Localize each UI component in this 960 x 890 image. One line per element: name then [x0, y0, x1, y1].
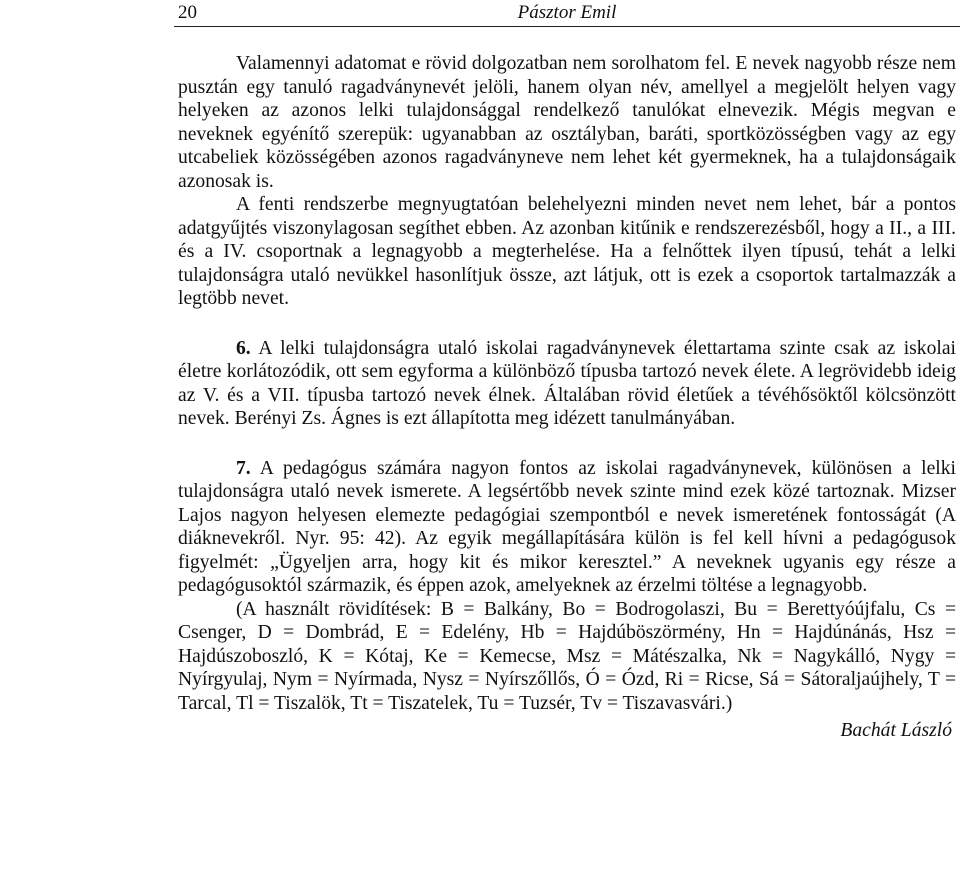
section-number: 6.: [236, 337, 251, 359]
paragraph-data-overview: [178, 52, 956, 193]
paragraph-text: Valamennyi adatomat e rövid dolgozatban nem sorolhatom fel. E nevek nagyobb része nem pusztán egy tanuló ragadványnevét jelöli, hanem olyan név, amellyel a megjelölt helyen vagy helyeken az azonos lelki tulajdonsággal rendelkező tanulókat elnevezik. Mégis megvan e neveknek egyénítő szerepük: ugyanabban az osztályban, baráti, sportközösségben vagy az egy utcabeliek közösségében azonos ragadványneve nem lehet két gyermeknek, ha a tulajdonságaik azonosak is.: [178, 53, 956, 192]
section-number: 7.: [236, 457, 251, 479]
paragraph-text: A fenti rendszerbe megnyugtatóan belehelyezni minden nevet nem lehet, bár a pontos adatgyűjtés viszonylagosan segíthet ebben. Az azonban kitűnik e rendszerezésből, hogy a II., a III. és a IV. csoportnak a legnagyobb a megterhelése. Ha a felnőttek ilyen típusú, tehát a lelki tulajdonságra utaló nevükkel hasonlítjuk össze, azt látjuk, ott is ezek a csoportok tartalmazzák a legtöbb nevet.: [178, 194, 956, 309]
paragraph-text: A pedagógus számára nagyon fontos az iskolai ragadványnevek, különösen a lelki tulajdonságra utaló nevek ismerete. A legsértőbb nevek szinte mind ezek közé tartoznak. Mizser Lajos nagyon helyesen elemezte pedagógiai szempontból e nevek ismeretének fontosságát (A diáknevekről. Nyr. 95: 42). Az egyik megállapítására külön is fel kell hívni a pedagógusok figyelmét: „Ügyeljen arra, hogy kit és mikor keresztel.” A neveknek ugyanis egy része a pedagógusoktól származik, és éppen azok, amelyeknek az érzelmi töltése a legnagyobb.: [178, 457, 956, 596]
page-number: 20: [178, 2, 197, 23]
article-body: [178, 52, 956, 743]
paragraph-section-7: [178, 457, 956, 598]
page-header: [174, 0, 960, 27]
paragraph-text: A lelki tulajdonságra utaló iskolai ragadványnevek élettartama szinte csak az iskolai életre korlátozódik, ott sem egyforma a különböző típusba tartozó nevek élete. A legrövidebb ideig az V. és a VII. típusba tartozó nevek élnek. Általában rövid életűek a tévéhősöktől kölcsönzött nevek. Berényi Zs. Ágnes is ezt állapította meg idézett tanulmányában.: [178, 337, 956, 429]
paragraph-section-6: [178, 337, 956, 431]
paragraph-classification: [178, 193, 956, 311]
author-signature: Bachát László: [840, 720, 952, 741]
paragraph-text: (A használt rövidítések: B = Balkány, Bo = Bodrogolaszi, Bu = Berettyóújfalu, Cs = Csenger, D = Dombrád, E = Edelény, Hb = Hajdúböszörmény, Hn = Hajdúnánás, Hsz = Hajdúszoboszló, K = Kótaj, Ke = Kemecse, Msz = Mátészalka, Nk = Nagykálló, Nygy = Nyírgyulaj, Nym = Nyírmada, Nysz = Nyírszőllős, Ó = Ózd, Ri = Ricse, Sá = Sátoraljaújhely, T = Tarcal, Tl = Tiszalök, Tt = Tiszatelek, Tu = Tuzsér, Tv = Tiszavasvári.): [178, 598, 956, 714]
running-head-author: Pásztor Emil: [517, 2, 617, 23]
paragraph-abbreviations: [178, 598, 956, 716]
